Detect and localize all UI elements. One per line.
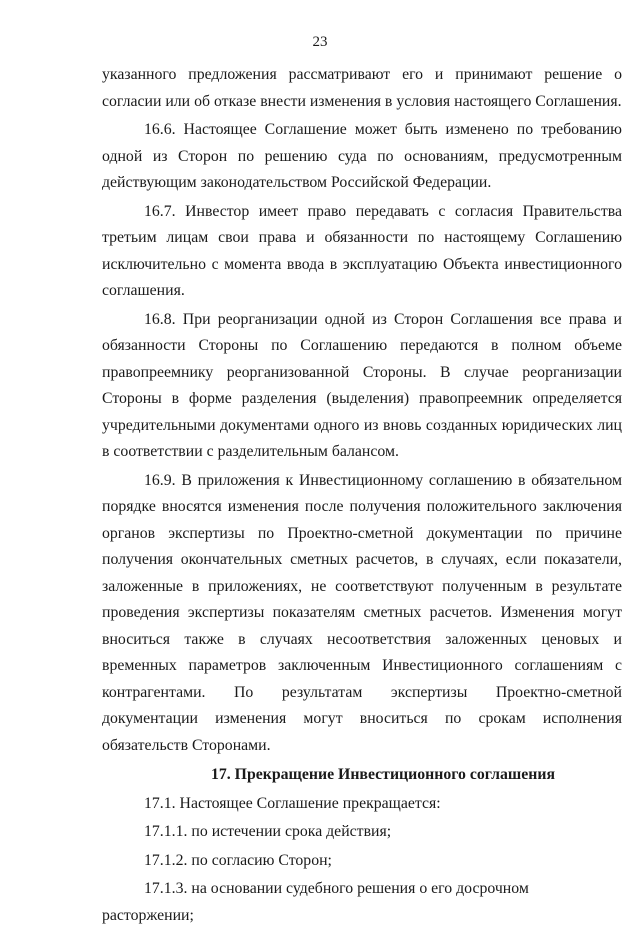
paragraph-16-8: 16.8. При реорганизации одной из Сторон Соглашения все права и обязанности Стороны по Соглашению передаются в полном объеме правопреемнику реорганизованной Стороны. В случае реорганизации Стороны в форме разделения (выделения) правопреемник определяется учредительными документами одного из вновь созданных юридических лиц в соответствии с разделительным балансом. (102, 310, 622, 460)
item-17-1-3: 17.1.3. на основании судебного решения о его досрочном расторжении; (102, 880, 529, 924)
page-number: 23 (312, 34, 328, 50)
document-body (102, 62, 622, 929)
paragraph-16-7: 16.7. Инвестор имеет право передавать с согласия Правительства третьим лицам свои права и обязанности по настоящему Соглашению исключительно с момента ввода в эксплуатацию Объекта инвестиционного соглашения. (102, 202, 622, 299)
item-17-1-2: 17.1.2. по согласию Сторон; (144, 851, 332, 869)
section-heading-17: 17. Прекращение Инвестиционного соглашения (210, 766, 556, 783)
paragraph-16-9: 16.9. В приложения к Инвестиционному соглашению в обязательном порядке вносятся изменения после получения положительного заключения органов экспертизы по Проектно-сметной документации по причине получения окончательных сметных расчетов, в случаях, если показатели, заложенные в приложениях, не соответствуют полученным в результате проведения экспертизы показателям сметных расчетов. Изменения могут вноситься также в случаях несоответствия заложенных ценовых и временных параметров заключенным Инвестиционного соглашениям с контрагентами. По результатам экспертизы Проектно-сметной документации изменения могут вноситься по срокам исполнения обязательств Сторонами. (102, 471, 622, 754)
paragraph-16-6: 16.6. Настоящее Соглашение может быть изменено по требованию одной из Сторон по решению суда по основаниям, предусмотренным действующим законодательством Российской Федерации. (102, 121, 622, 191)
item-17-1: 17.1. Настоящее Соглашение прекращается: (144, 794, 441, 812)
item-17-1-1: 17.1.1. по истечении срока действия; (144, 823, 392, 840)
paragraph-16-5-continuation: указанного предложения рассматривают его и принимают решение о согласии или об отказе внести изменения в условия настоящего Соглашения. (102, 66, 622, 110)
